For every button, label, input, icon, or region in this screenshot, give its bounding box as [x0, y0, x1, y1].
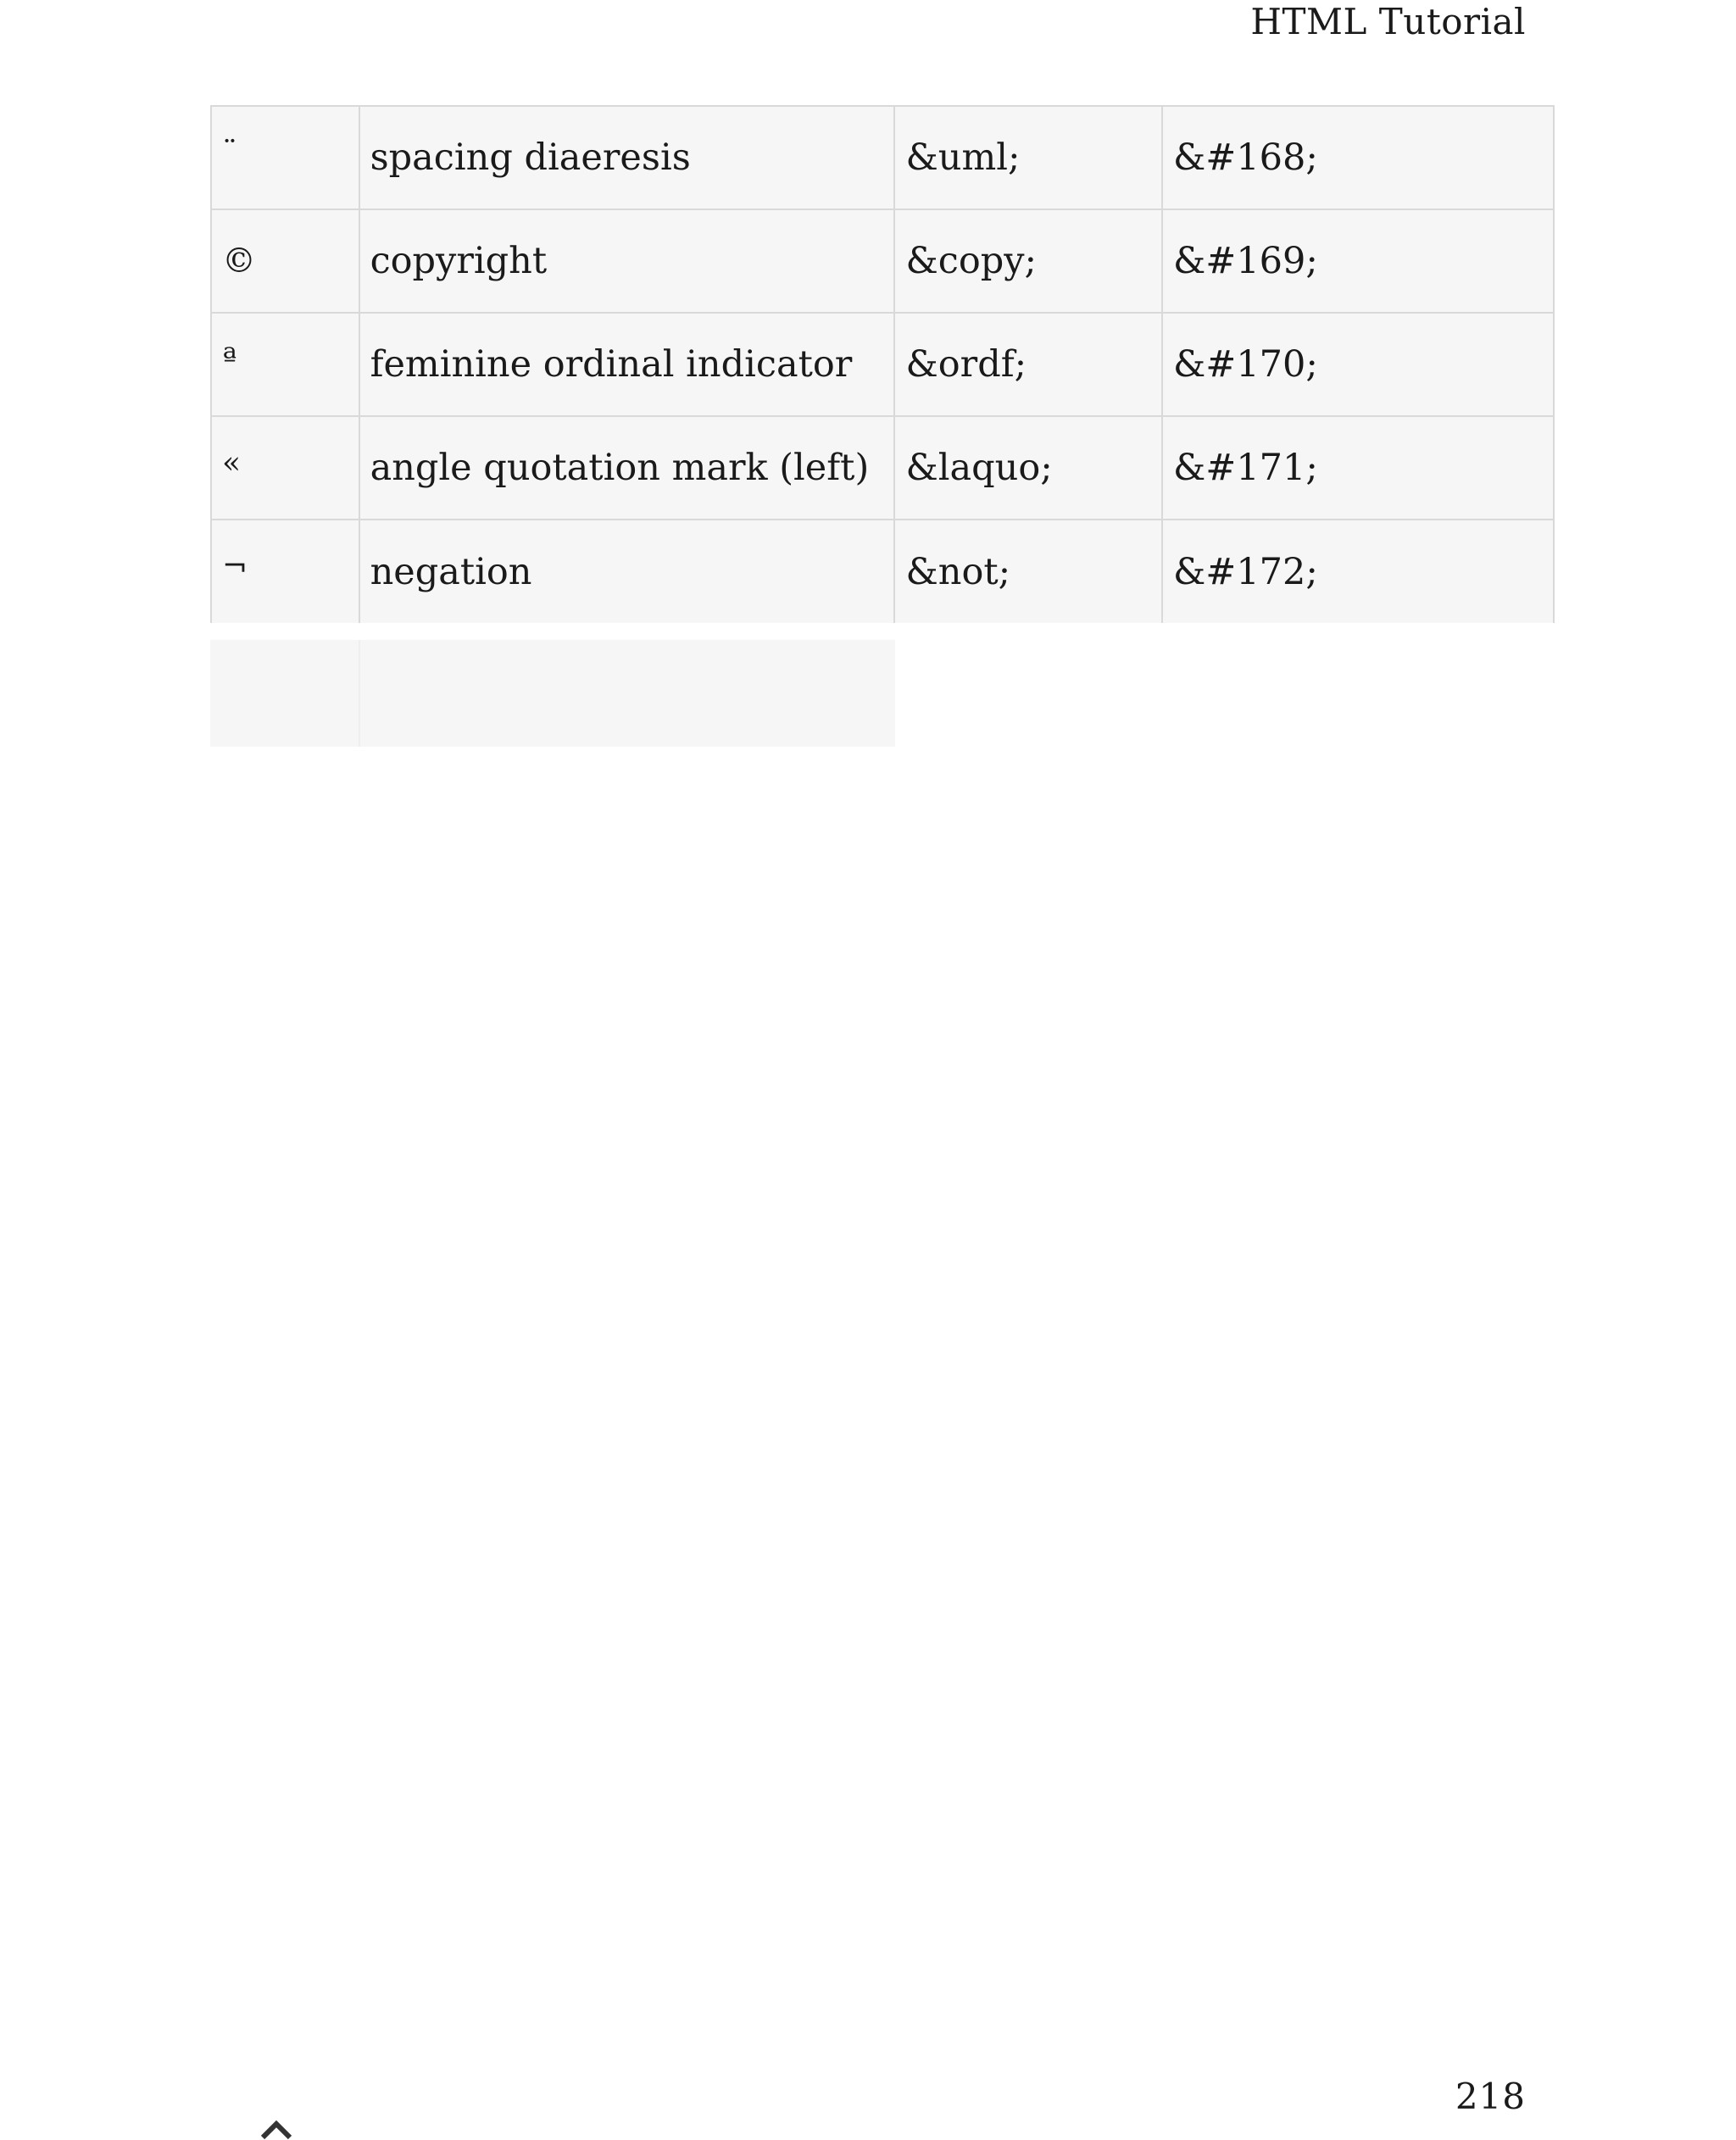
entity-character-cell: ¬ — [211, 520, 359, 623]
entity-name-cell: &laquo; — [894, 416, 1162, 520]
html-entity-table — [210, 105, 1555, 623]
entity-character-cell: « — [211, 416, 359, 520]
entity-character-cell: ¨ — [211, 106, 359, 209]
entity-description-cell: negation — [359, 520, 895, 623]
entity-number-cell: &#172; — [1162, 520, 1554, 623]
entity-number-cell: &#168; — [1162, 106, 1554, 209]
entity-character-cell: © — [211, 209, 359, 313]
entity-character-cell: ª — [211, 313, 359, 416]
empty-table-row-fragment — [210, 640, 895, 747]
column-divider — [359, 640, 360, 747]
table-row — [211, 209, 1554, 313]
chevron-up-icon[interactable] — [259, 2119, 293, 2140]
page-number: 218 — [1455, 2076, 1526, 2117]
entity-number-cell: &#171; — [1162, 416, 1554, 520]
table-row — [211, 313, 1554, 416]
chevron-up-icon-graphic — [259, 2119, 293, 2140]
running-header-title: HTML Tutorial — [1250, 1, 1526, 42]
entity-description-cell: feminine ordinal indicator — [359, 313, 895, 416]
entity-name-cell: &copy; — [894, 209, 1162, 313]
entity-name-cell: &uml; — [894, 106, 1162, 209]
entity-description-cell: spacing diaeresis — [359, 106, 895, 209]
entity-description-cell: copyright — [359, 209, 895, 313]
entity-name-cell: &not; — [894, 520, 1162, 623]
entity-description-cell: angle quotation mark (left) — [359, 416, 895, 520]
entity-name-cell: &ordf; — [894, 313, 1162, 416]
table-row — [211, 520, 1554, 623]
entity-number-cell: &#170; — [1162, 313, 1554, 416]
table-row — [211, 106, 1554, 209]
table-row — [211, 416, 1554, 520]
entity-number-cell: &#169; — [1162, 209, 1554, 313]
